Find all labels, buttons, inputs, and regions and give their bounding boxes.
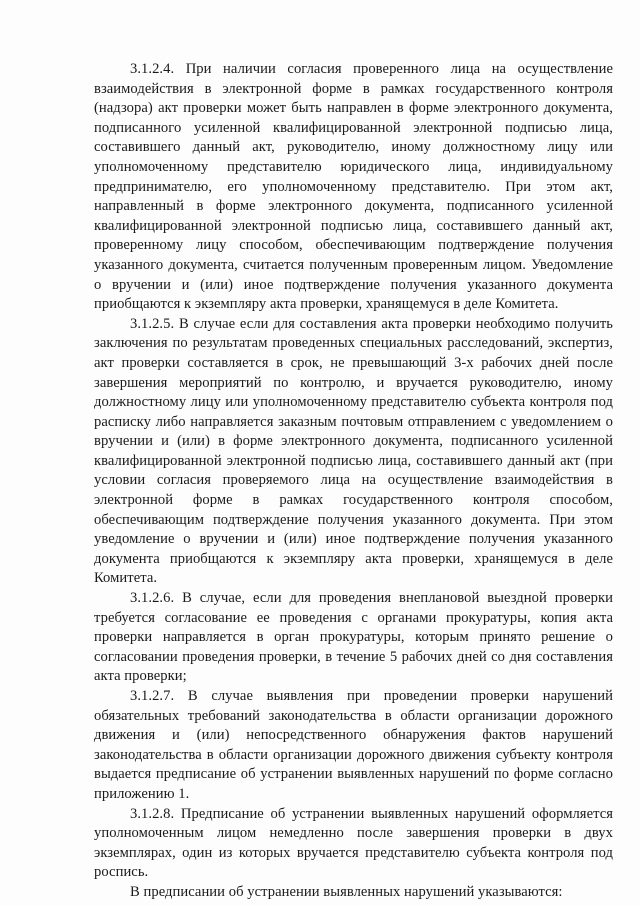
document-body — [94, 60, 613, 903]
paragraph-3-1-2-7: 3.1.2.7. В случае выявления при проведении проверки нарушений обязательных требований законодательства в области организации дорожного движения и (или) непосредственного обнаружения фактов нарушений законодательства в области организации дорожного движения субъекту контроля выдается предписание об устранении выявленных нарушений по форме согласно приложению 1. — [94, 688, 613, 802]
paragraph-3-1-2-5: 3.1.2.5. В случае если для составления акта проверки необходимо получить заключения по результатам проведенных специальных расследований, экспертиз, акт проверки составляется в срок, не превышающий 3-х рабочих дней после завершения мероприятий по контролю, и вручается руководителю, иному должностному лицу или уполномоченному представителю субъекта контроля под расписку либо направляется заказным почтовым отправлением с уведомлением о вручении и (или) в форме электронного документа, подписанного усиленной квалифицированной электронной подписью лица, составившего данный акт (при условии согласия проверяемого лица на осуществление взаимодействия в электронной форме в рамках государственного контроля способом, обеспечивающим подтверждение получения указанного документа. При этом уведомление о вручении и (или) иное подтверждение получения указанного документа приобщаются к экземпляру акта проверки, хранящемуся в деле Комитета. — [94, 315, 613, 587]
paragraph-3-1-2-4: 3.1.2.4. При наличии согласия проверенного лица на осуществление взаимодействия в электронной форме в рамках государственного контроля (надзора) акт проверки может быть направлен в форме электронного документа, подписанного усиленной квалифицированной электронной подписью лица, составившего данный акт, руководителю, иному должностному лицу или уполномоченному представителю юридического лица, индивидуальному предпринимателю, его уполномоченному представителю. При этом акт, направленный в форме электронного документа, подписанного усиленной квалифицированной электронной подписью лица, составившего данный акт, проверенному лицу способом, обеспечивающим подтверждение получения указанного документа, считается полученным проверенным лицом. Уведомление о вручении и (или) иное подтверждение получения указанного документа приобщаются к экземпляру акта проверки, хранящемуся в деле Комитета. — [94, 61, 613, 313]
paragraph-prescription-intro: В предписании об устранении выявленных нарушений указываются: — [130, 883, 563, 900]
paragraph-3-1-2-8: 3.1.2.8. Предписание об устранении выявленных нарушений оформляется уполномоченным лицом немедленно после завершения проверки в двух экземплярах, один из которых вручается представителю субъекта контроля под роспись. — [94, 805, 613, 881]
paragraph-3-1-2-6: 3.1.2.6. В случае, если для проведения внеплановой выездной проверки требуется согласование ее проведения с органами прокуратуры, копия акта проверки направляется в орган прокуратуры, которым принято решение о согласовании проведения проверки, в течение 5 рабочих дней со дня составления акта проверки; — [94, 590, 613, 685]
